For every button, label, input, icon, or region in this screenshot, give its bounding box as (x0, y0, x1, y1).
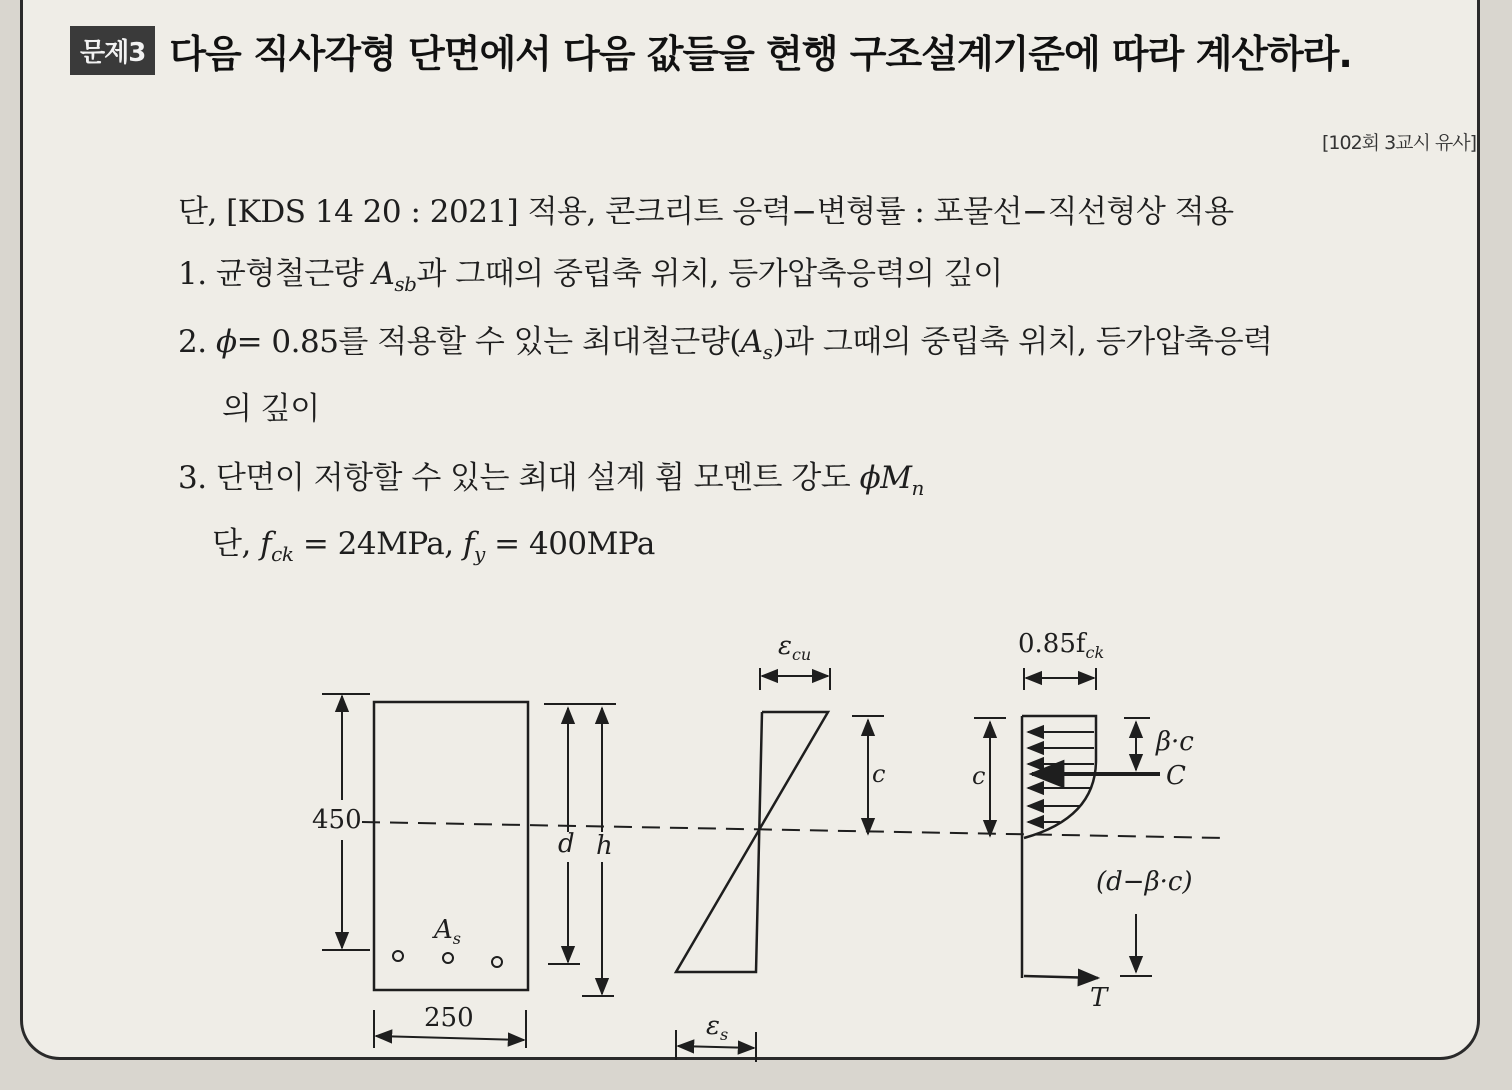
condition-line: 단, [KDS 14 20 : 2021] 적용, 콘크리트 응력−변형률 : 포물선−직선형상 적용 (178, 194, 1234, 230)
given-values: 단, $f_{ck} = 24MPa$, $f_y = 400MPa$ (212, 526, 655, 567)
stress-block-curve (1022, 716, 1096, 838)
dim-250-label: 250 (424, 1003, 474, 1033)
es-dim-arrow (678, 1046, 754, 1048)
problem-number-tag: 문제3 (70, 26, 155, 75)
lever-arm-label: (d−β·c) (1096, 867, 1193, 897)
tension-force-arrow (1024, 976, 1098, 978)
rebar-circle (492, 957, 502, 967)
exam-source-note: [102회 3교시 유사] (1322, 132, 1477, 154)
beam-cross-section (374, 702, 528, 990)
rebar-circle (393, 951, 403, 961)
c-label-stress: c (972, 762, 986, 790)
ecu-label: $\varepsilon_{cu}$ (778, 631, 812, 664)
strain-diagram (676, 712, 828, 972)
neutral-axis-line (362, 822, 1225, 838)
dim-450-label: 450 (312, 805, 362, 835)
problem-title: 다음 직사각형 단면에서 다음 값들을 현행 구조설계기준에 따라 계산하라. (169, 31, 1352, 76)
question-2: 2. ϕ= 0.85를 적용할 수 있는 최대철근량$(A_s)$과 그때의 중립축 위치, 등가압축응력 (178, 324, 1273, 365)
question-2-continued: 의 깊이 (222, 391, 320, 427)
h-label: h (596, 831, 613, 861)
question-1: 1. 균형철근량 $A_{sb}$과 그때의 중립축 위치, 등가압축응력의 깊이 (178, 256, 1003, 297)
dim-250-arrow (376, 1036, 524, 1040)
c-label-strain: c (872, 760, 886, 788)
rebar-circle (443, 953, 453, 963)
d-label: d (558, 829, 575, 859)
as-label: $A_s$ (434, 915, 461, 948)
fck-label: $0.85f_{ck}$ (1018, 629, 1105, 662)
question-3: 3. 단면이 저항할 수 있는 최대 설계 휨 모멘트 강도 $\phi M_n$ (178, 460, 924, 501)
tension-T-label: T (1090, 983, 1108, 1013)
beta-c-label: β·c (1156, 727, 1194, 757)
es-label: $\varepsilon_s$ (706, 1011, 729, 1044)
compression-C-label: C (1166, 761, 1186, 791)
